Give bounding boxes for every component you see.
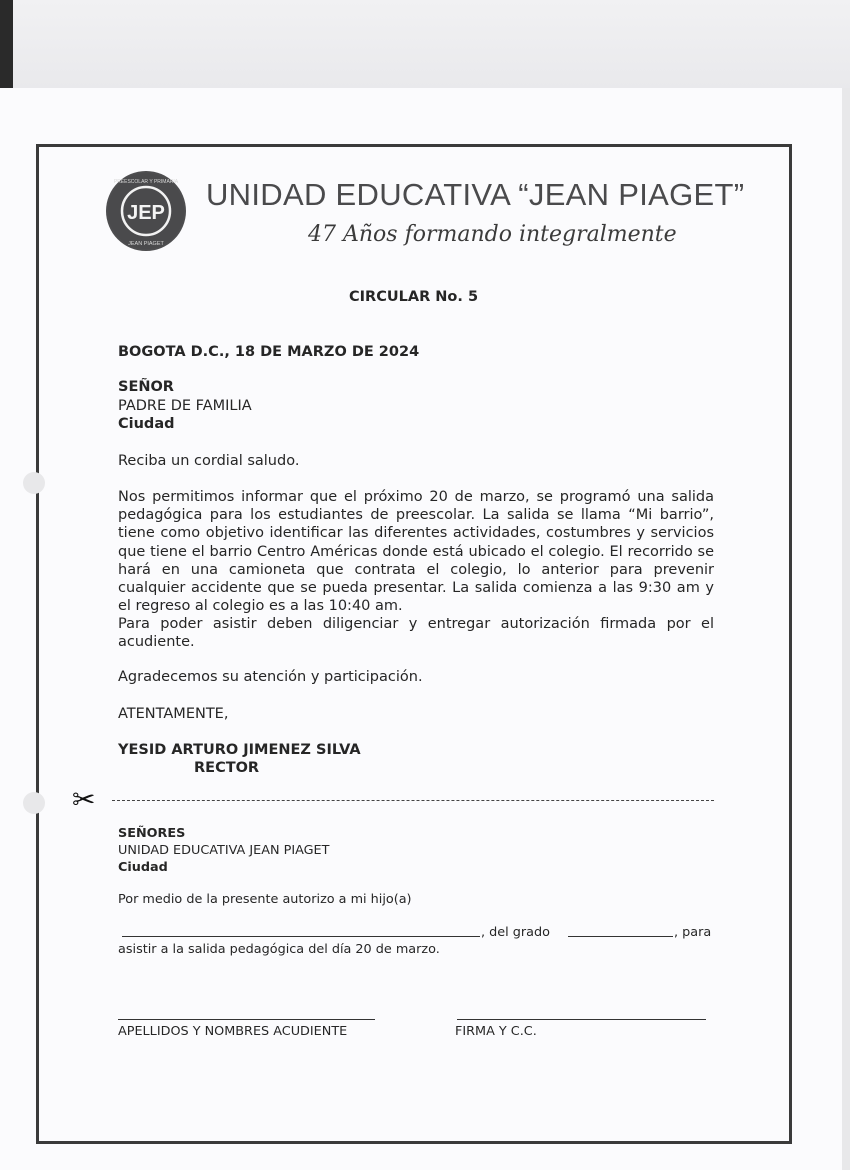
grade-label: , del grado [481,925,550,940]
signer-name: YESID ARTURO JIMENEZ SILVA [118,742,361,758]
guardian-name-field[interactable] [118,1019,375,1020]
scissors-icon: ✂ [72,783,96,816]
logo-ring-top-text: PREESCOLAR Y PRIMARIA [113,179,179,185]
authorization-note: Para poder asistir deben diligenciar y entregar autorización firmada por el acudiente. [118,616,714,651]
signature-field[interactable] [457,1019,706,1020]
slip-recipient-name: UNIDAD EDUCATIVA JEAN PIAGET [118,843,330,858]
slip-continuation: asistir a la salida pedagógica del día 20 de marzo. [118,942,440,957]
recipient-title: SEÑOR [118,379,174,395]
circular-title: CIRCULAR No. 5 [349,289,479,305]
cut-line [112,800,714,801]
scan-background [0,0,850,88]
para-label: , para [674,925,712,940]
school-name: UNIDAD EDUCATIVA “JEAN PIAGET” [206,177,745,212]
signature-label: FIRMA Y C.C. [455,1024,537,1039]
logo-monogram: JEP [127,202,165,224]
slip-recipient-city: Ciudad [118,860,168,875]
punch-hole [23,472,45,494]
recipient-name: PADRE DE FAMILIA [118,398,252,414]
child-name-field[interactable] [122,936,480,937]
closing-line: ATENTAMENTE, [118,706,229,722]
slip-recipient-title: SEÑORES [118,826,186,841]
guardian-name-label: APELLIDOS Y NOMBRES ACUDIENTE [118,1024,348,1039]
signer-role: RECTOR [194,760,260,776]
logo-ring-bottom-text: JEAN PIAGET [128,241,164,247]
punch-hole [23,792,45,814]
thanks-line: Agradecemos su atención y participación. [118,669,423,685]
grade-field[interactable] [568,936,673,937]
slip-intro: Por medio de la presente autorizo a mi hijo(a) [118,892,412,907]
greeting: Reciba un cordial saludo. [118,453,300,469]
school-seal-icon [106,171,186,251]
recipient-city: Ciudad [118,416,175,432]
school-motto: 47 Años formando integralmente [308,222,677,247]
scan-edge [0,0,13,88]
circular-date: BOGOTA D.C., 18 DE MARZO DE 2024 [118,344,420,360]
body-paragraph: Nos permitimos informar que el próximo 20 de marzo, se programó una salida pedagógica para los estudiantes de preescolar. La salida se llama “Mi barrio”, tiene como objetivo identificar las diferentes actividades, costumbres y servicios que tiene el barrio Centro Américas donde está ubicado el colegio. El recorrido se hará en una camioneta que contrata el colegio, lo anterior para prevenir cualquier accidente que se pueda presentar. La salida comienza a las 9:30 am y el regreso al colegio es a las 10:40 am. [118,489,714,615]
school-logo [106,171,186,251]
